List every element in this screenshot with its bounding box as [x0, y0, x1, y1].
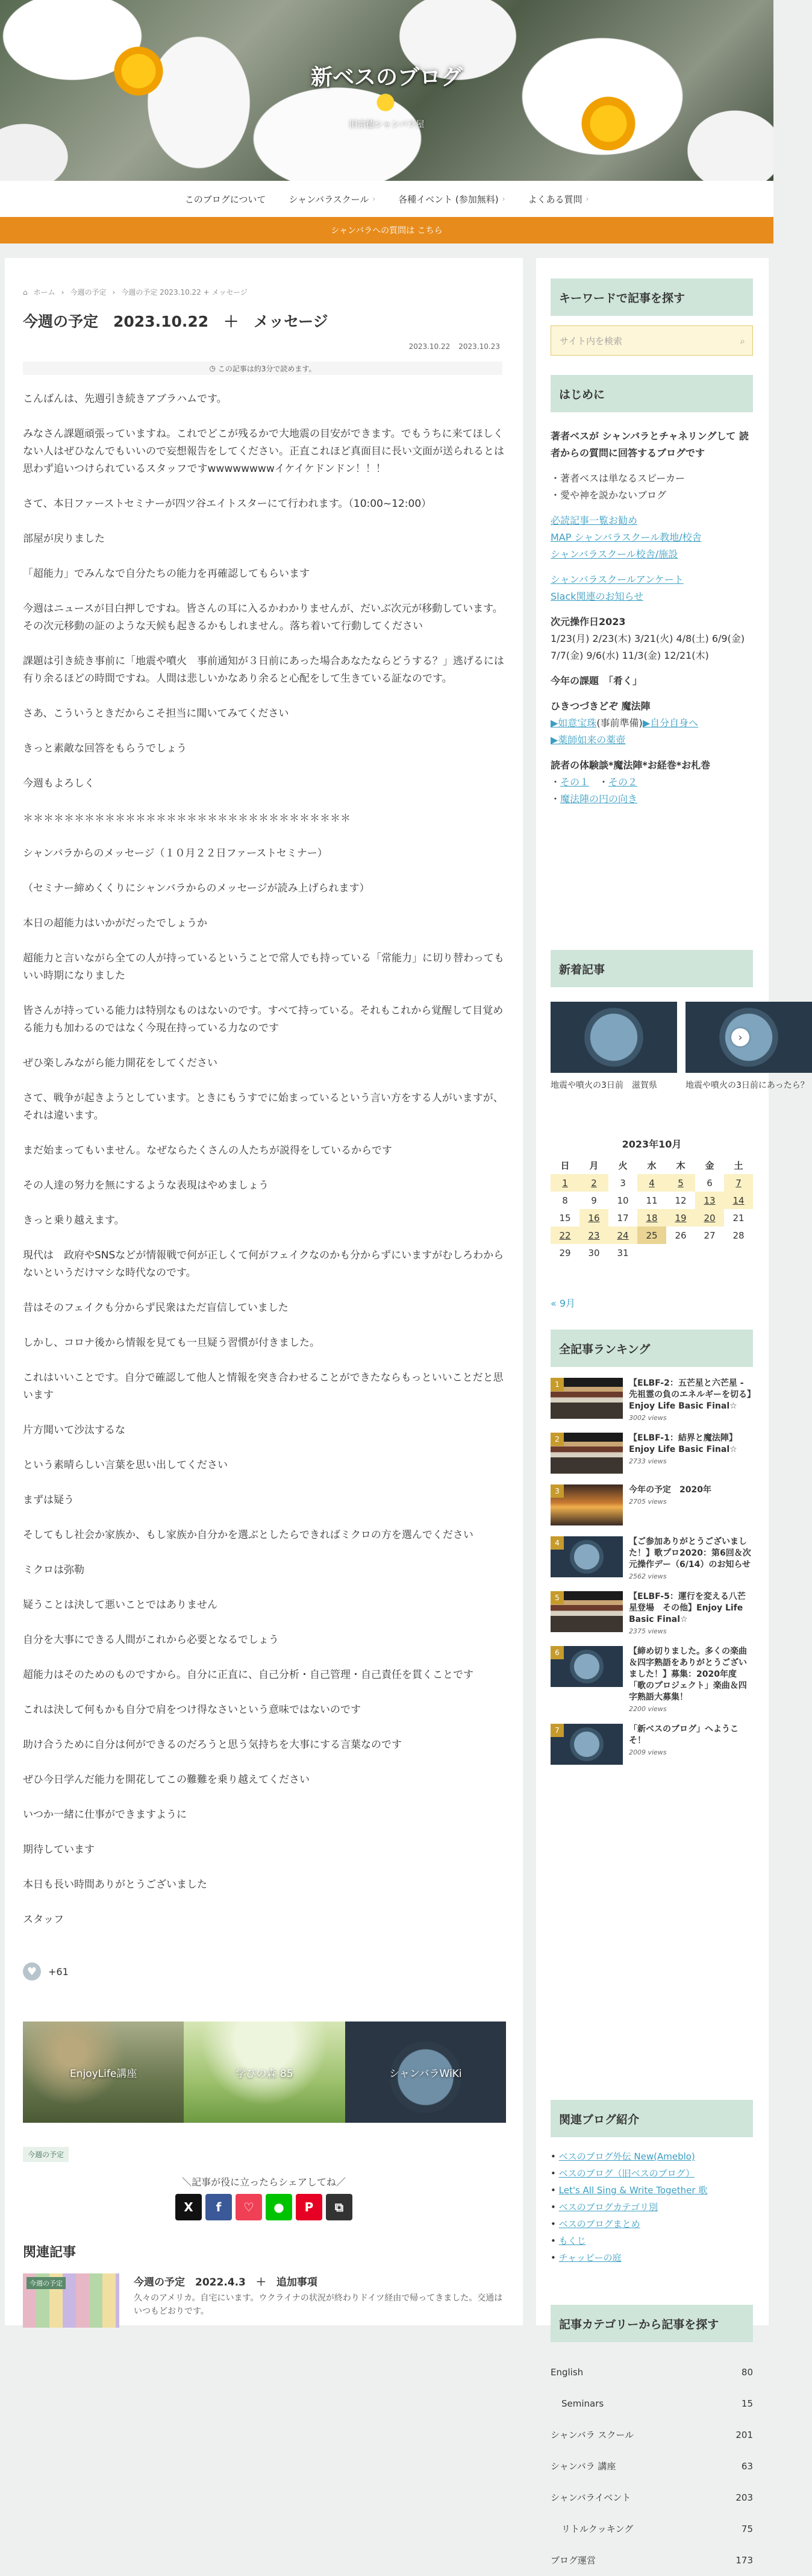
notice-text[interactable]: シャンバラへの質問は こちら	[331, 226, 443, 236]
ranking-item[interactable]	[551, 1378, 753, 1422]
nav-item-label: よくある質問	[528, 193, 582, 205]
post-paragraph: きっと素敵な回答をもらうでしょう	[23, 743, 187, 755]
calendar-day: 27	[704, 1230, 716, 1241]
post-paragraph: こんばんは、先週引き続きアブラハムです。	[23, 393, 227, 405]
search-placeholder: サイト内を検索	[560, 335, 622, 347]
calendar-day[interactable]: 2	[579, 1174, 608, 1192]
intro-bullet: ・愛や神を説かないブログ	[551, 489, 667, 501]
intro-link[interactable]: シャンバラスクール校舎/施設	[551, 548, 678, 560]
reader-link[interactable]: その２	[608, 776, 638, 788]
related-category: 今週の予定	[27, 2277, 66, 2289]
calendar-day: 30	[588, 1247, 600, 1258]
post-paragraph: しかし、コロナ後から情報を見ても一旦疑う習慣が付きました。	[23, 1337, 320, 1349]
article	[5, 258, 523, 2325]
ranking-title[interactable]: 【ELBF-2：五芒星と六芒星 - 先祖霊の負のエネルギーを切る】Enjoy Life Basic Final☆	[629, 1378, 751, 1411]
ranking-title[interactable]: 【締め切りました。多くの楽曲＆四字熟語をありがとうございました！】募集：2020年度「歌のプロジェクト」楽曲＆四字熟語大募集！	[629, 1647, 747, 1702]
post-paragraph: 「超能力」でみんなで自分たちの能力を再確認してもらいます	[23, 568, 310, 580]
nav-item-faq[interactable]	[528, 193, 589, 206]
post-paragraph: 超能力はそのためのものですから。自分に正直に、自己分析・自己管理・自己責任を貫くことです	[23, 1669, 473, 1681]
post-paragraph: 片方聞いて沙汰するな	[23, 1424, 125, 1436]
site-subtitle: 旧宗徳シャンバラ屋	[349, 120, 425, 130]
page-title: 今週の予定 2023.10.22 ＋ メッセージ	[23, 313, 328, 330]
banner-label: EnjoyLife講座	[69, 2067, 137, 2080]
chevron-right-icon[interactable]: ›	[731, 1028, 749, 1046]
intro-widget: 著者ベスが シャンバラとチャネリングして 読者からの質問に回答するブログです ・著者ベスは単なるスピーカー ・愛や神を説かないブログ 必読記事一覧お勧め MAP シャンバラスクール教地/校舎 シャンバラスクール校舎/施設 シャンバラスクールアンケート Slack関連のお知らせ 次元操作日2023 1/23(月) 2/23(木) 3/21(火) 4/8(土) 6/9(金) 7/7(金) 9/6(水) 11/3(金) 12/21(木) 今年の課題 「肴く」 ひきつづきどぞ 魔法陣 ▶如意宝珠(事前準備)▶自分自身へ ▶薬師如来の薬壺 読者の体験談*魔法陣*お経巻*お札巻 ・その１ ・その２ ・魔法陣の円の向き	[551, 428, 753, 808]
schedule-text: 1/23(月) 2/23(木) 3/21(火) 4/8(土) 6/9(金) 7/7(金) 9/6(水) 11/3(金) 12/21(木)	[551, 633, 745, 661]
rank-number: 1	[551, 1378, 564, 1391]
category-label: シャンバラ スクール	[551, 2430, 634, 2440]
banner-wiki[interactable]	[345, 2022, 506, 2123]
calendar-day[interactable]: 23	[579, 1227, 608, 1244]
ranking-title[interactable]: 【ご参加ありがとうございました！】歌プロ2020：第6回＆次元操作デー（6/14）のお知らせ	[629, 1537, 751, 1569]
x-share-button[interactable]: X	[175, 2194, 202, 2220]
ranking-title[interactable]: 【ELBF-1：結界と魔法陣】Enjoy Life Basic Final☆	[629, 1433, 737, 1454]
category-count: 75	[741, 2523, 753, 2534]
calendar-day[interactable]: 20	[695, 1209, 724, 1227]
blog-link[interactable]: もくじ	[558, 2235, 586, 2246]
post-paragraph: シャンバラからのメッセージ（１０月２２日ファーストセミナー）	[23, 847, 328, 859]
ranking-thumbnail	[551, 1433, 623, 1474]
calendar	[551, 1137, 753, 1261]
calendar-day[interactable]: 19	[666, 1209, 695, 1227]
calendar-day: 6	[707, 1177, 713, 1189]
post-paragraph: 現代は 政府やSNSなどが情報戦で何が正しくて何がフェイクなのかも分からずにいますがむしろわからないというだけマシな時代なのです。	[23, 1249, 504, 1279]
share-buttons	[5, 2194, 523, 2220]
ranking-views: 3002 views	[629, 1414, 667, 1422]
schedule-heading: 次元操作日2023	[551, 616, 626, 627]
magic-link[interactable]: ▶自分自身へ	[642, 717, 699, 729]
breadcrumb-current: 今週の予定 2023.10.22 + メッセージ	[121, 288, 248, 297]
post-paragraph: 本日も長い時間ありがとうございました	[23, 1879, 207, 1891]
related-heading: 関連記事	[23, 2245, 77, 2260]
post-paragraph: ＊＊＊＊＊＊＊＊＊＊＊＊＊＊＊＊＊＊＊＊＊＊＊＊＊＊＊＊＊＊＊＊	[23, 812, 351, 825]
category-item[interactable]	[551, 2388, 753, 2419]
blog-link[interactable]: ベスのブログ（旧ベスのブログ）	[558, 2168, 695, 2179]
post-paragraph: そしてもし社会か家族か、もし家族か自分かを選ぶとしたらできればミクロの方を選んでください	[23, 1529, 473, 1541]
widget-heading: キーワードで記事を探す	[551, 278, 753, 316]
ranking-item[interactable]	[551, 1591, 753, 1635]
category-count: 203	[735, 2492, 753, 2503]
category-label: English	[551, 2366, 584, 2378]
post-paragraph: 部屋が戻りました	[23, 533, 105, 545]
rank-number: 3	[551, 1484, 564, 1498]
updated-date: 2023.10.23	[458, 342, 500, 351]
category-count: 201	[735, 2429, 753, 2440]
rank-number: 2	[551, 1433, 564, 1446]
sidebar	[536, 258, 809, 2566]
magic-link[interactable]: ▶薬師如来の薬壺	[551, 734, 626, 746]
facebook-share-button[interactable]: f	[205, 2194, 232, 2220]
widget-heading: 記事カテゴリーから記事を探す	[551, 2305, 753, 2342]
magic-link[interactable]: ▶如意宝珠	[551, 717, 597, 729]
breadcrumb-category[interactable]: 今週の予定	[70, 288, 107, 297]
like-area	[23, 1962, 69, 1981]
weekday-label: 土	[734, 1160, 743, 1171]
post-paragraph: きっと乗り越えます。	[23, 1214, 125, 1227]
nav-item-label: このブログについて	[184, 193, 266, 205]
ranking-item[interactable]	[551, 1433, 753, 1474]
ranking-views: 2705 views	[629, 1498, 667, 1506]
ranking-views: 2009 views	[629, 1748, 667, 1756]
blog-item: • Let's All Sing & Write Together 歌	[551, 2185, 708, 2196]
nav-item-about[interactable]	[185, 193, 266, 206]
news-caption: 地震や噴火の3日前 滋賀県	[551, 1081, 657, 1090]
category-list	[551, 2357, 753, 2576]
calendar-caption: 2023年10月	[622, 1139, 682, 1150]
widget-heading: 関連ブログ紹介	[551, 2100, 753, 2137]
category-item[interactable]	[551, 2419, 753, 2451]
pocket-share-button[interactable]: ♡	[236, 2194, 262, 2220]
weekday-label: 日	[560, 1160, 570, 1171]
blog-link[interactable]: ベスのブログ外伝 New(Ameblo)	[558, 2151, 695, 2162]
rank-number: 6	[551, 1646, 564, 1659]
intro-link[interactable]: 必読記事一覧お勧め	[551, 515, 638, 526]
post-body	[23, 391, 505, 1946]
calendar-day[interactable]: 18	[637, 1209, 666, 1227]
rank-number: 5	[551, 1591, 564, 1604]
ranking-item[interactable]	[551, 1724, 753, 1765]
post-paragraph: みなさん課題頑張っていますね。これでどこが残るかで大地震の目安ができます。でもうちに来てほしくない人はぜひなんでもいいので妄想報告をしてください。正直これほど真面目に長い文面が送られるとは思わず追いつけられているスタッフですwwwwwwwwイケイケドンドン！！！	[23, 428, 504, 475]
post-paragraph: これはいいことです。自分で確認して他人と情報を突き合わせることができたならもっといいことだと思います	[23, 1372, 504, 1401]
calendar-day: 31	[617, 1247, 629, 1258]
heart-icon[interactable]: ♥	[23, 1962, 41, 1981]
ranking-thumbnail	[551, 1591, 623, 1632]
post-paragraph: という素晴らしい言葉を思い出してください	[23, 1459, 228, 1471]
post-paragraph: ぜひ楽しみながら能力開花をしてください	[23, 1057, 217, 1069]
read-time-text: この記事は約3分で読めます。	[217, 364, 316, 373]
post-paragraph: いつか一緒に仕事ができますように	[23, 1809, 187, 1821]
calendar-day[interactable]: 4	[637, 1174, 666, 1192]
intro-bullet: ・著者ベスは単なるスピーカー	[551, 473, 686, 484]
related-article[interactable]	[23, 2273, 506, 2328]
post-paragraph: 今週はニュースが目白押しですね。皆さんの耳に入るかわかりませんが、だいぶ次元が移動しています。その次元移動の証のような天候も起きるかもしれません。落ち着いて行動してください	[23, 603, 503, 632]
chevron-down-icon: ›	[372, 195, 376, 203]
blog-link[interactable]: チャッピーの庭	[558, 2252, 622, 2263]
calendar-day[interactable]: 1	[551, 1174, 579, 1192]
header-image	[0, 0, 773, 181]
share-label: ＼記事が役に立ったらシェアしてね／	[182, 2176, 346, 2188]
ranking-views: 2200 views	[629, 1705, 667, 1713]
magic-note: (事前準備)	[596, 717, 643, 729]
calendar-day: 25	[637, 1227, 666, 1244]
post-paragraph: さあ、こういうときだからこそ担当に聞いてみてください	[23, 708, 289, 720]
intro-link[interactable]: MAP シャンバラスクール教地/校舎	[551, 532, 702, 543]
related-thumbnail	[23, 2273, 119, 2328]
category-count: 15	[741, 2398, 753, 2409]
category-count: 63	[741, 2460, 753, 2472]
calendar-day: 12	[675, 1195, 687, 1206]
post-paragraph: 期待しています	[23, 1844, 95, 1856]
reader-link[interactable]: その１	[560, 776, 590, 788]
calendar-day[interactable]: 5	[666, 1174, 695, 1192]
news-card[interactable]	[686, 1002, 812, 1110]
calendar-day: 26	[675, 1230, 687, 1241]
ranking-item[interactable]	[551, 1484, 753, 1525]
post-paragraph: （セミナー締めくくりにシャンバラからのメッセージが読み上げられます）	[23, 882, 370, 894]
category-count: 80	[741, 2366, 753, 2378]
post-paragraph: ぜひ今日学んだ能力を開花してこの難難を乗り越えてください	[23, 1774, 310, 1786]
calendar-day: 8	[562, 1195, 568, 1206]
search-icon[interactable]: ⌕	[740, 336, 745, 347]
calendar-day: 15	[559, 1212, 571, 1224]
nav-item-events[interactable]	[398, 193, 505, 206]
ranking-views: 2562 views	[629, 1572, 667, 1580]
prev-month-link[interactable]: « 9月	[551, 1298, 576, 1309]
post-paragraph: さて、本日ファーストセミナーが四ツ谷エイトスターにて行われます。（10:00~12:00）	[23, 498, 432, 510]
news-card[interactable]	[551, 1002, 677, 1110]
post-paragraph: 課題は引き続き事前に「地震や噴火 事前通知が３日前にあった場合あなたならどうする？」逃げるには有り余るほどの時間ですね。人間は悲しいかなあり余ると心配をして生きている証なのです。	[23, 655, 504, 685]
ranking-title[interactable]: 今年の予定 2020年	[629, 1485, 711, 1495]
calendar-day: 3	[620, 1177, 626, 1189]
ranking-title[interactable]: 「新ベスのブログ」へようこそ！	[629, 1724, 739, 1745]
news-thumbnail	[551, 1002, 677, 1073]
category-label: シャンバラ 講座	[551, 2461, 616, 2472]
blog-item: • ベスのブログカテゴリ別	[551, 2202, 658, 2213]
theme-heading: 今年の課題 「肴く」	[551, 675, 643, 686]
related-excerpt: 久々のアメリカ。自宅にいます。ウクライナの状況が終わりドイツ経由で帰ってきました。交通はいつもどおりです。	[134, 2293, 503, 2316]
ranking-thumbnail	[551, 1536, 623, 1577]
weekday-label: 月	[589, 1160, 599, 1171]
category-item[interactable]	[551, 2451, 753, 2482]
intro-link[interactable]: シャンバラスクールアンケート	[551, 574, 684, 585]
home-icon: ⌂	[23, 287, 28, 297]
breadcrumb-home[interactable]: ホーム	[33, 288, 55, 297]
calendar-day: 10	[617, 1195, 629, 1206]
post-dates	[409, 342, 500, 351]
line-share-button[interactable]: ●	[266, 2194, 292, 2220]
like-count: +61	[48, 1965, 69, 1978]
calendar-empty	[695, 1244, 724, 1261]
category-label: Seminars	[561, 2398, 604, 2409]
calendar-empty	[666, 1244, 695, 1261]
calendar-day[interactable]: 13	[695, 1192, 724, 1209]
chevron-right-icon: ›	[61, 287, 64, 297]
intro-link[interactable]: Slack関連のお知らせ	[551, 591, 643, 602]
ranking-views: 2375 views	[629, 1627, 667, 1635]
blog-link[interactable]: Let's All Sing & Write Together 歌	[558, 2185, 708, 2196]
calendar-day[interactable]: 7	[724, 1174, 753, 1192]
pinterest-share-button[interactable]: P	[296, 2194, 322, 2220]
calendar-day[interactable]: 16	[579, 1209, 608, 1227]
news-caption: 地震や噴火の3日前にあったら？	[686, 1081, 809, 1090]
post-paragraph: これは決して何もかも自分で肩をつけ得なさいという意味ではないのです	[23, 1704, 361, 1716]
intro-lead: 著者ベスが シャンバラとチャネリングして 読者からの質問に回答するブログです	[551, 430, 749, 459]
calendar-table	[551, 1157, 753, 1261]
reader-heading: 読者の体験談*魔法陣*お経巻*お札巻	[551, 759, 711, 771]
blog-item: • ベスのブログ（旧ベスのブログ）	[551, 2168, 695, 2179]
news-carousel	[551, 1002, 809, 1110]
banner-label: 学びの森 85	[236, 2067, 293, 2080]
calendar-empty	[637, 1244, 666, 1261]
post-paragraph: その人達の努力を無にするような表現はやめましょう	[23, 1180, 269, 1192]
blog-link[interactable]: ベスのブログまとめ	[558, 2219, 640, 2229]
calendar-day[interactable]: 22	[551, 1227, 579, 1244]
banner-label: シャンバラWiKi	[389, 2067, 462, 2080]
weekday-label: 火	[618, 1160, 628, 1171]
rank-number: 7	[551, 1724, 564, 1737]
post-paragraph: さて、戦争が起きようとしています。ときにもうすでに始まっているという言い方をする人がいますが、それは違います。	[23, 1092, 504, 1122]
ranking-thumbnail	[551, 1724, 623, 1765]
site-title[interactable]: 新ベスのブログ	[310, 65, 463, 90]
category-label: ブログ運営	[551, 2555, 596, 2566]
chevron-right-icon: ›	[112, 287, 116, 297]
nav-item-label: シャンバラスクール	[289, 193, 369, 205]
published-date: 2023.10.22	[408, 342, 451, 351]
calendar-day[interactable]: 24	[608, 1227, 637, 1244]
copy-link-button[interactable]: ⧉	[326, 2194, 352, 2220]
post-paragraph: 皆さんが持っている能力は特別なものはないのです。すべて持っている。それもこれから覚醒して目覚める能力も加わるのではなく今現在持っている力なのです	[23, 1005, 504, 1034]
ranking-thumbnail	[551, 1484, 623, 1525]
widget-heading: はじめに	[551, 375, 753, 412]
blog-link[interactable]: ベスのブログカテゴリ別	[558, 2202, 658, 2213]
ranking-thumbnail	[551, 1646, 623, 1687]
ranking-item[interactable]	[551, 1536, 753, 1580]
weekday-label: 水	[647, 1160, 657, 1171]
read-time	[23, 362, 502, 375]
post-paragraph: 自分を大事にできる人間がこれから必要となるでしょう	[23, 1634, 279, 1646]
post-paragraph: 疑うことは決して悪いことではありません	[23, 1599, 217, 1611]
category-item[interactable]	[551, 2545, 753, 2576]
chevron-down-icon: ›	[502, 195, 505, 203]
category-label: シャンバライベント	[551, 2492, 631, 2503]
banner-enjoylife[interactable]	[23, 2022, 184, 2123]
post-paragraph: 本日の超能力はいかがだったでしょうか	[23, 917, 207, 929]
notice-bar[interactable]	[0, 217, 773, 243]
nav-item-label: 各種イベント (参加無料)	[398, 193, 499, 205]
post-paragraph: 助け合うために自分は何ができるのだろうと思う気持ちを大事にする言葉なのです	[23, 1739, 402, 1751]
category-item[interactable]	[551, 2482, 753, 2513]
chevron-down-icon: ›	[586, 195, 589, 203]
category-item[interactable]	[551, 2357, 753, 2388]
calendar-day[interactable]: 14	[724, 1192, 753, 1209]
banner-row	[23, 2022, 506, 2123]
ranking-views: 2733 views	[629, 1457, 667, 1465]
related-title[interactable]: 今週の予定 2022.4.3 ＋ 追加事項	[134, 2276, 317, 2289]
blog-item: • もくじ	[551, 2235, 586, 2246]
blog-item: • ベスのブログまとめ	[551, 2219, 640, 2229]
calendar-empty	[724, 1244, 753, 1261]
related-blogs	[551, 2148, 753, 2266]
rank-number: 4	[551, 1536, 564, 1550]
post-paragraph: 昔はそのフェイクも分からず民衆はただ盲信していました	[23, 1302, 289, 1314]
category-label: リトルクッキング	[561, 2524, 634, 2534]
breadcrumb	[23, 287, 248, 297]
search-input[interactable]	[551, 325, 753, 356]
widget-heading: 新着記事	[551, 950, 753, 987]
banner-manabi[interactable]	[184, 2022, 345, 2123]
post-paragraph: ミクロは弥勒	[23, 1564, 84, 1576]
nav-item-school[interactable]	[289, 193, 375, 206]
blog-item: • チャッピーの庭	[551, 2252, 622, 2263]
blog-item: • ベスのブログ外伝 New(Ameblo)	[551, 2151, 695, 2162]
category-count: 173	[735, 2554, 753, 2566]
weekday-label: 金	[705, 1160, 714, 1171]
weekday-label: 木	[676, 1160, 686, 1171]
ranking-item[interactable]	[551, 1646, 753, 1713]
global-nav	[0, 181, 773, 217]
post-paragraph: 超能力と言いながら全ての人が持っているということで常人でも持っている「常能力」に切り替わってもいい時期になりました	[23, 952, 504, 982]
ranking-list	[551, 1378, 753, 1776]
clock-icon: ◷	[209, 364, 218, 372]
calendar-day: 28	[732, 1230, 745, 1241]
tag-label[interactable]: 今週の予定	[23, 2147, 69, 2162]
post-paragraph: まずは疑う	[23, 1494, 74, 1506]
post-paragraph: まだ始まってもいません。なぜならたくさんの人たちが説得をしているからです	[23, 1145, 392, 1157]
calendar-day: 21	[732, 1212, 745, 1224]
category-item[interactable]	[551, 2513, 753, 2545]
calendar-day: 11	[646, 1195, 658, 1206]
magic-heading: ひきつづきどぞ 魔法陣	[551, 700, 651, 712]
calendar-day: 17	[617, 1212, 629, 1224]
post-paragraph: 今週もよろしく	[23, 778, 95, 790]
calendar-day: 29	[559, 1247, 571, 1258]
reader-link[interactable]: 魔法陣の円の向き	[560, 793, 638, 805]
widget-heading: 全記事ランキング	[551, 1330, 753, 1367]
post-paragraph: スタッフ	[23, 1914, 64, 1926]
ranking-title[interactable]: 【ELBF-5：運行を変える八芒星登場 その他】Enjoy Life Basic Final☆	[629, 1592, 746, 1624]
calendar-day: 9	[591, 1195, 597, 1206]
ranking-thumbnail	[551, 1378, 623, 1419]
